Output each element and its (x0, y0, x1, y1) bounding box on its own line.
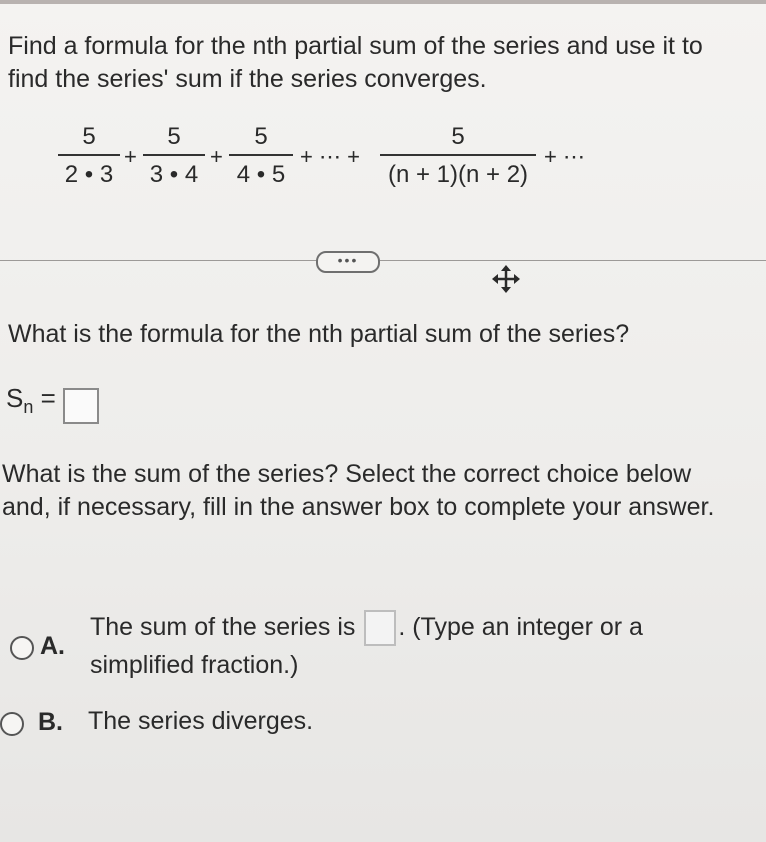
plus-sign: + (210, 144, 223, 169)
series-sum-answer-box[interactable] (364, 610, 396, 646)
numerator: 5 (254, 123, 268, 150)
choice-a-text-after: . (Type an integer or a (398, 613, 643, 641)
partial-sum-question: What is the formula for the nth partial sum of the series? (8, 320, 630, 348)
choice-b-text: The series diverges. (88, 707, 314, 735)
trailing-ellipsis: + ⋯ (544, 144, 585, 169)
fraction-term-2 (143, 120, 205, 190)
radio-button-b[interactable] (0, 712, 24, 736)
top-border (0, 0, 766, 4)
equals-sign: = (40, 383, 56, 413)
numerator: 5 (167, 123, 181, 150)
question-text: Find a formula for the nth partial sum of the series and use it to find the series' sum if the series converges. (8, 32, 703, 93)
denominator: 3 • 4 (149, 161, 199, 188)
s-symbol: S (6, 383, 24, 413)
plus-sign: + (124, 144, 137, 169)
fraction-term-3 (229, 120, 293, 190)
series-sum-question: What is the sum of the series? Select the correct choice below and, if necessary, fill in the answer box to complete your answer. (2, 460, 715, 521)
numerator: 5 (451, 123, 465, 150)
partial-sum-answer-box[interactable] (63, 388, 99, 424)
fraction-term-1 (58, 120, 120, 190)
fraction-general-term (380, 120, 536, 190)
partial-sum-label (6, 383, 56, 418)
denominator: 2 • 3 (64, 161, 114, 188)
choice-a-text-before: The sum of the series is (90, 613, 356, 641)
show-more-button[interactable]: ••• (316, 251, 380, 273)
denominator: 4 • 5 (236, 161, 286, 188)
numerator: 5 (82, 123, 96, 150)
move-icon[interactable] (491, 264, 521, 294)
n-subscript: n (23, 397, 34, 418)
choice-a-letter: A. (40, 632, 65, 660)
choice-a-text (90, 608, 750, 646)
denominator: (n + 1)(n + 2) (387, 161, 529, 188)
radio-button-a[interactable] (10, 636, 34, 660)
ellipsis-plus: + ⋯ + (300, 144, 360, 169)
choice-a-text-line2: simplified fraction.) (90, 651, 299, 679)
series-expression (0, 120, 766, 200)
choice-b-letter: B. (38, 708, 63, 736)
section-divider (0, 260, 766, 261)
